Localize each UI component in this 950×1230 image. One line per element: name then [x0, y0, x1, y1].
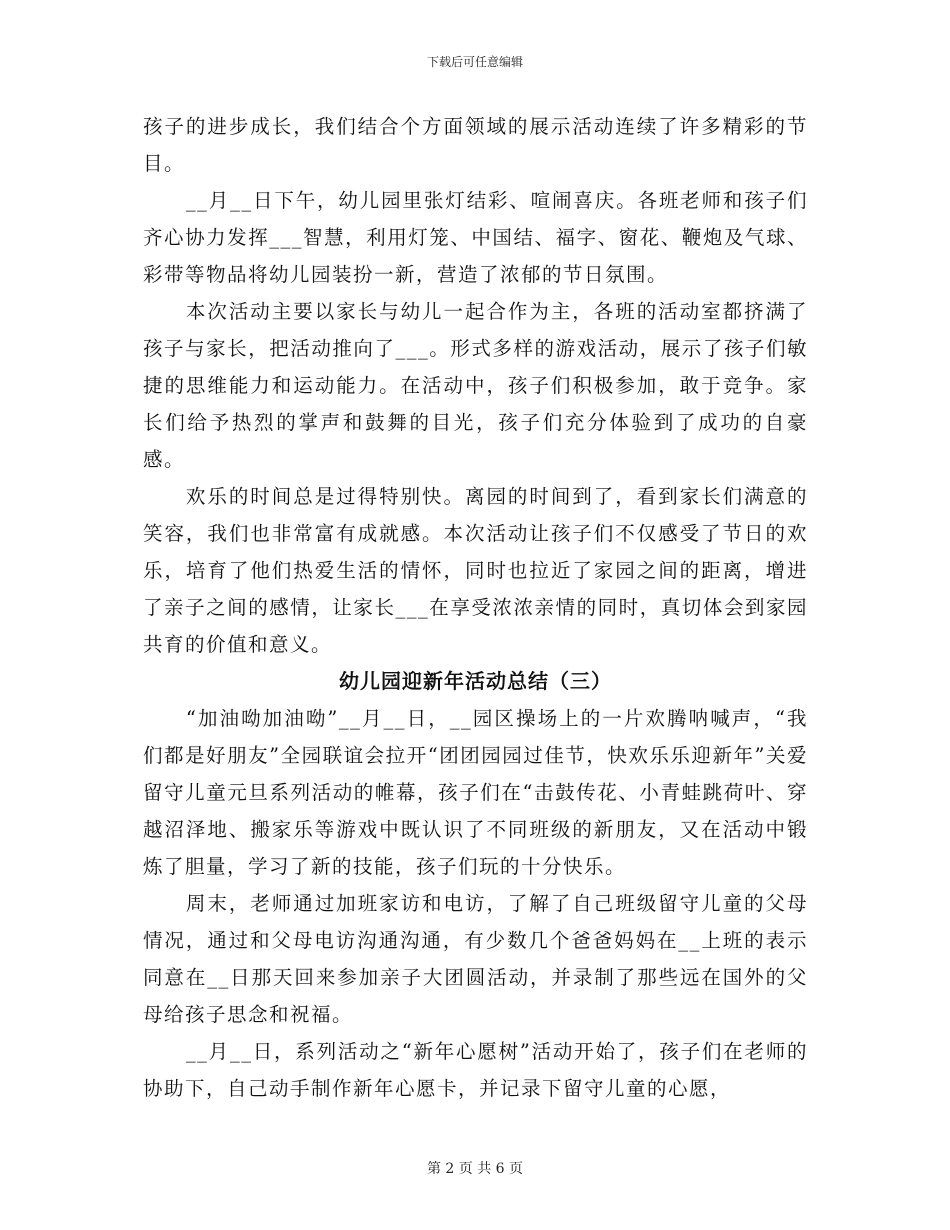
paragraph: 本次活动主要以家长与幼儿一起合作为主，各班的活动室都挤满了孩子与家长，把活动推向了___。形式多样的游戏活动，展示了孩子们敏捷的思维能力和运动能力。在活动中，孩子们积极参加，敢于竞争。家长们给予热烈的掌声和鼓舞的目光，孩子们充分体验到了成功的自豪感。	[143, 300, 808, 471]
paragraph: __月__日，系列活动之“新年心愿树”活动开始了，孩子们在老师的协助下，自己动手制作新年心愿卡，并记录下留守儿童的心愿，	[143, 1040, 808, 1100]
page-number: 第 2 页 共 6 页	[426, 1161, 524, 1177]
paragraph: 孩子的进步成长，我们结合个方面领域的展示活动连续了许多精彩的节目。	[143, 115, 808, 175]
paragraph: 欢乐的时间总是过得特别快。离园的时间到了，看到家长们满意的笑容，我们也非常富有成就感。本次活动让孩子们不仅感受了节日的欢乐，培育了他们热爱生活的情怀，同时也拉近了家园之间的距离，增进了亲子之间的感情，让家长___在享受浓浓亲情的同时，真切体会到家园共育的价值和意义。	[143, 485, 808, 656]
document-body	[143, 108, 808, 1107]
paragraph: 周末，老师通过加班家访和电访，了解了自己班级留守儿童的父母情况，通过和父母电访沟通沟通，有少数几个爸爸妈妈在__上班的表示同意在__日那天回来参加亲子大团圆活动，并录制了那些远在国外的父母给孩子思念和祝福。	[143, 892, 808, 1026]
section-title: 幼儿园迎新年活动总结（三）	[339, 669, 612, 693]
page-header: 下载后可任意编辑	[426, 55, 523, 69]
paragraph: “加油呦加油呦”__月__日，__园区操场上的一片欢腾呐喊声，“我们都是好朋友”全园联谊会拉开“团团园园过佳节，快欢乐乐迎新年”关爱留守儿童元旦系列活动的帷幕，孩子们在“击鼓传花、小青蛙跳荷叶、穿越沼泽地、搬家乐等游戏中既认识了不同班级的新朋友，又在活动中锻炼了胆量，学习了新的技能，孩子们玩的十分快乐。	[143, 707, 808, 878]
paragraph: __月__日下午，幼儿园里张灯结彩、喧闹喜庆。各班老师和孩子们齐心协力发挥___智慧，利用灯笼、中国结、福字、窗花、鞭炮及气球、彩带等物品将幼儿园装扮一新，营造了浓郁的节日氛围。	[143, 189, 808, 286]
